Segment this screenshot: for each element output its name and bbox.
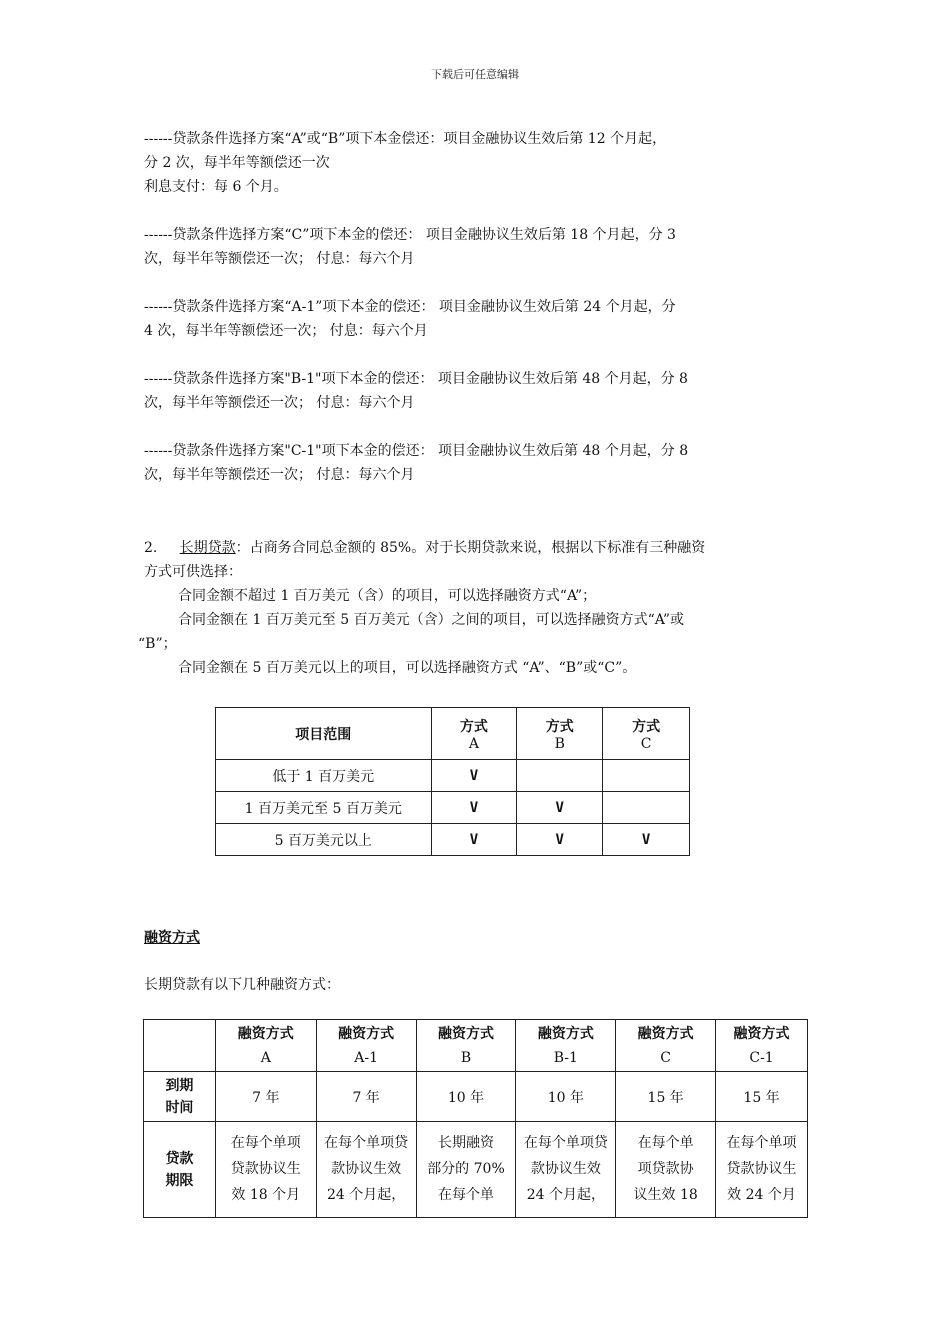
maturity-cell: 15 年 (616, 1072, 716, 1122)
text-line: 款协议生效 (331, 1161, 402, 1177)
text-line: 24 个月起， (526, 1187, 605, 1203)
mark-cell: V (431, 824, 517, 856)
text-line: ------贷款条件选择方案"C-1"项下本金的偿还： 项目金融协议生效后第 48 个月起，分 8 (144, 443, 689, 459)
text-line: 24 个月起， (326, 1187, 406, 1203)
header-top: 融资方式 (637, 1025, 694, 1042)
header-bottom: B (554, 735, 565, 752)
text-line: 4 次，每半年等额偿还一次； 付息：每六个月 (144, 323, 428, 339)
header-bottom: C (640, 735, 652, 752)
text-line: ------贷款条件选择方案“A”或“B”项下本金偿还：项目金融协议生效后第 12 个月起， (144, 131, 667, 147)
header-bottom: A (260, 1049, 271, 1066)
mark-cell: V (517, 792, 603, 824)
text-line: 在每个单 (637, 1135, 694, 1151)
financing-section (144, 926, 808, 950)
text-line: 长期贷款有以下几种融资方式： (144, 977, 340, 993)
range-cell: 1 百万美元至 5 百万美元 (216, 792, 432, 824)
header-method-c (603, 708, 690, 760)
long-term-loan-term: 长期贷款 (179, 540, 236, 556)
text-line: ------贷款条件选择方案“A-1”项下本金的偿还： 项目金融协议生效后第 24 个月起，分 (144, 299, 676, 315)
header-bottom: B-1 (553, 1049, 578, 1066)
header-bottom: C (660, 1049, 672, 1066)
mark-cell (603, 792, 690, 824)
project-scope-table (215, 707, 690, 856)
header-top: 融资方式 (733, 1025, 790, 1042)
header-project-range: 项目范围 (216, 708, 432, 760)
rule-line: 合同金额在 5 百万美元以上的项目，可以选择融资方式 “A”、“B”或“C”。 (178, 660, 637, 676)
header-top: 方式 (632, 718, 661, 735)
header-method-a (215, 1020, 316, 1072)
text-line: 在每个单 (437, 1187, 494, 1203)
financing-intro (144, 973, 808, 997)
repayment-paragraph-ab (144, 127, 808, 199)
loan-term-cell (316, 1122, 416, 1218)
header-top: 融资方式 (237, 1025, 294, 1042)
text-line: 效 18 个月 (231, 1187, 301, 1203)
section-heading: 融资方式 (144, 930, 200, 946)
loan-term-label (144, 1122, 216, 1218)
text-line: 次，每半年等额偿还一次； 付息：每六个月 (144, 395, 415, 411)
maturity-cell: 10 年 (416, 1072, 516, 1122)
text-line: 在每个单项 (726, 1135, 797, 1151)
header-method-b1 (516, 1020, 616, 1072)
repayment-paragraph-a1 (144, 295, 808, 343)
loan-term-cell (616, 1122, 716, 1218)
header-bottom: C-1 (749, 1049, 774, 1066)
mark-cell (603, 760, 690, 792)
corner-cell (144, 1020, 216, 1072)
table-row (216, 792, 690, 824)
maturity-cell: 7 年 (215, 1072, 316, 1122)
financing-method-table (143, 1019, 808, 1218)
table-header-row (216, 708, 690, 760)
loan-term-cell (215, 1122, 316, 1218)
text-line: ------贷款条件选择方案"B-1"项下本金的偿还： 项目金融协议生效后第 48 个月起，分 8 (144, 371, 688, 387)
header-method-c (616, 1020, 716, 1072)
header-method-a1 (316, 1020, 416, 1072)
table-row (216, 760, 690, 792)
text-line: 部分的 70% (427, 1161, 505, 1177)
header-top: 融资方式 (437, 1025, 494, 1042)
text-line: 在每个单项贷 (324, 1135, 409, 1151)
mark-cell: V (431, 792, 517, 824)
repayment-paragraph-b1 (144, 367, 808, 415)
text-line: 在每个单项贷 (523, 1135, 608, 1151)
header-method-b (517, 708, 603, 760)
loan-term-cell (416, 1122, 516, 1218)
header-method-b (416, 1020, 516, 1072)
text-line: 长期融资 (437, 1135, 494, 1151)
label-bottom: 期限 (165, 1172, 194, 1189)
text-line: 款协议生效 (530, 1161, 601, 1177)
text-line: 在每个单项 (230, 1135, 301, 1151)
text-line: 次，每半年等额偿还一次； 付息：每六个月 (144, 467, 415, 483)
mark-cell: V (431, 760, 517, 792)
mark-cell: V (603, 824, 690, 856)
table-row (216, 824, 690, 856)
repayment-paragraph-c1 (144, 439, 808, 487)
header-method-a (431, 708, 517, 760)
text-line: 议生效 18 (633, 1187, 698, 1203)
table-header-row (144, 1020, 808, 1072)
text-line: 效 24 个月 (727, 1187, 796, 1203)
header-bottom: A (468, 735, 479, 752)
rule-line: 合同金额在 1 百万美元至 5 百万美元（含）之间的项目，可以选择融资方式“A”或 (178, 612, 684, 628)
repayment-paragraph-c (144, 223, 808, 271)
text-line: 方式可供选择： (144, 564, 242, 580)
text-line: ------贷款条件选择方案“C”项下本金的偿还： 项目金融协议生效后第 18 个月起，分 3 (144, 227, 676, 243)
loan-term-cell (516, 1122, 616, 1218)
header-bottom: A-1 (354, 1049, 378, 1066)
rule-line: “B”； (138, 636, 177, 652)
text-line: 分 2 次，每半年等额偿还一次 (144, 155, 330, 171)
header-method-c1 (716, 1020, 808, 1072)
text-line (144, 536, 808, 560)
header-top: 融资方式 (537, 1025, 594, 1042)
loan-term-cell (716, 1122, 808, 1218)
loan-term-row (144, 1122, 808, 1218)
maturity-cell: 10 年 (516, 1072, 616, 1122)
mark-cell (517, 760, 603, 792)
header-top: 方式 (545, 718, 574, 735)
text-line: 项贷款协 (637, 1161, 694, 1177)
range-cell: 低于 1 百万美元 (216, 760, 432, 792)
text-line: 利息支付：每 6 个月。 (144, 179, 288, 195)
maturity-row (144, 1072, 808, 1122)
text-span: ：占商务合同总金额的 85%。对于长期贷款来说，根据以下标准有三种融资 (235, 540, 706, 556)
header-top: 融资方式 (338, 1025, 395, 1042)
mark-cell: V (517, 824, 603, 856)
section-number: 2. (144, 540, 158, 556)
text-line: 贷款协议生 (726, 1161, 797, 1177)
page-header: 下载后可任意编辑 (431, 68, 519, 81)
text-line: 贷款协议生 (230, 1161, 301, 1177)
long-term-loan-section (138, 536, 808, 680)
text-line: 次，每半年等额偿还一次； 付息：每六个月 (144, 251, 415, 267)
maturity-label (144, 1072, 216, 1122)
rule-line: 合同金额不超过 1 百万美元（含）的项目，可以选择融资方式“A”； (178, 588, 597, 604)
label-top: 贷款 (165, 1150, 194, 1167)
label-bottom: 时间 (165, 1099, 194, 1116)
header-top: 方式 (459, 718, 488, 735)
header-bottom: B (460, 1049, 472, 1066)
range-cell: 5 百万美元以上 (216, 824, 432, 856)
maturity-cell: 15 年 (716, 1072, 808, 1122)
label-top: 到期 (165, 1077, 194, 1094)
maturity-cell: 7 年 (316, 1072, 416, 1122)
